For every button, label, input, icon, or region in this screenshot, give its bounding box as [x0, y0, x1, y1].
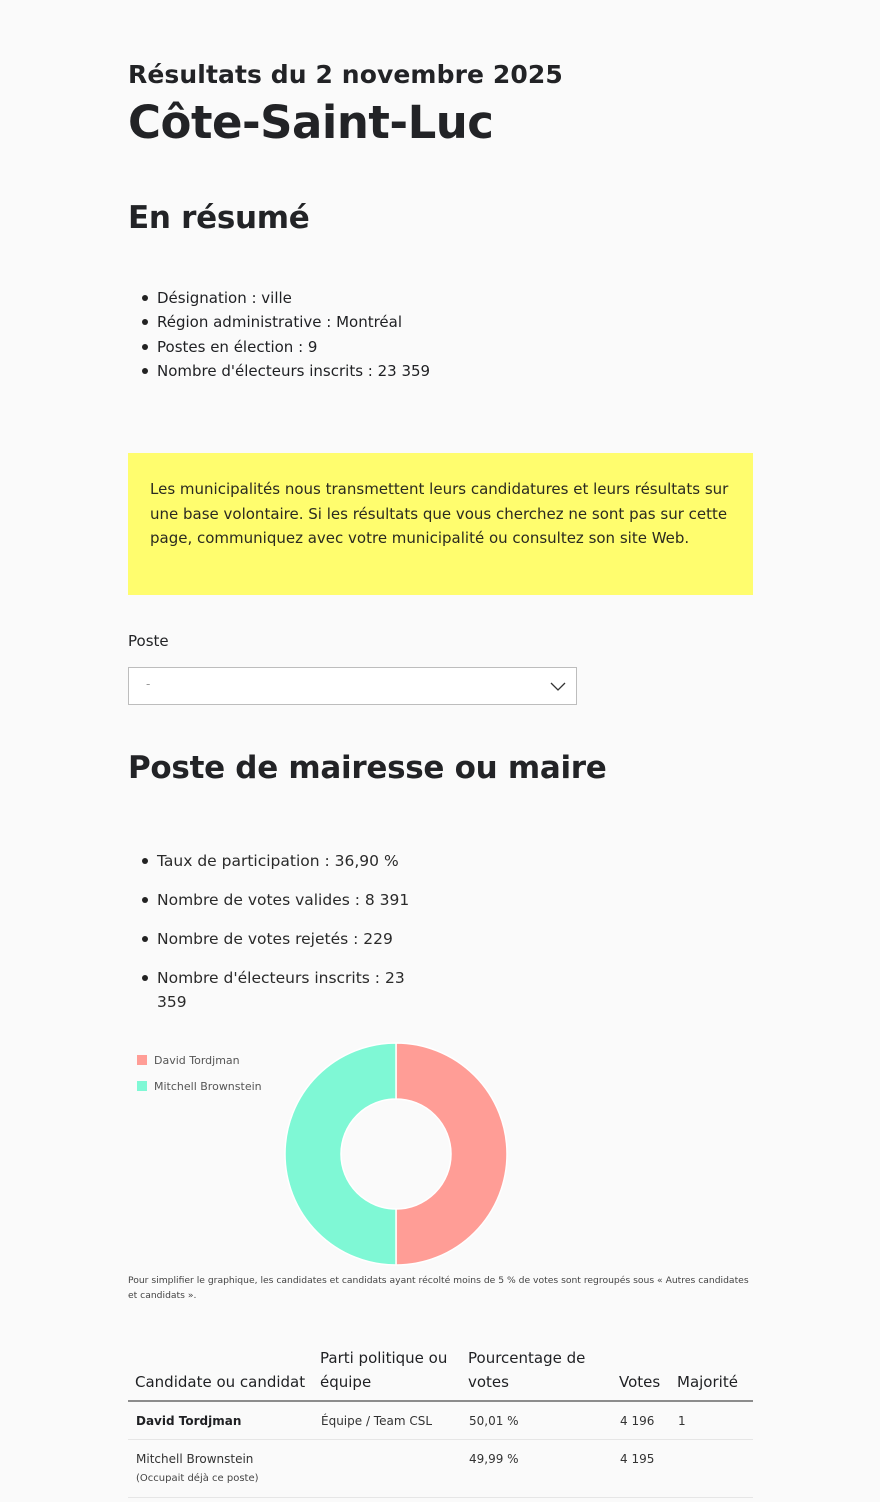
cell-party	[313, 1440, 461, 1498]
summary-heading: En résumé	[128, 200, 310, 236]
page-subtitle: Résultats du 2 novembre 2025	[128, 60, 563, 89]
results-table	[128, 1340, 753, 1498]
chart-slice-brownstein[interactable]	[285, 1043, 396, 1265]
legend-swatch-icon	[137, 1081, 147, 1091]
header-votes: Votes	[612, 1340, 670, 1401]
stat-rejected-votes: Nombre de votes rejetés : 229	[128, 927, 417, 951]
stat-registered-electors: Nombre d'électeurs inscrits : 23 359	[128, 966, 417, 1014]
mayor-heading: Poste de mairesse ou maire	[128, 750, 607, 786]
header-percent: Pourcentage de votes	[461, 1340, 612, 1401]
doughnut-chart	[284, 1042, 508, 1266]
summary-item-electeurs: Nombre d'électeurs inscrits : 23 359	[128, 359, 430, 383]
chevron-down-icon	[550, 678, 566, 694]
page-title: Côte-Saint-Luc	[128, 96, 494, 149]
poste-select[interactable]	[128, 667, 577, 705]
notice-text: Les municipalités nous transmettent leurs candidatures et leurs résultats sur une base volontaire. Si les résultats que vous cherchez ne sont pas sur cette page, communiquez avec votre municipalité ou consultez son site Web.	[150, 480, 729, 547]
cell-votes: 4 196	[612, 1401, 670, 1440]
legend-label: Mitchell Brownstein	[154, 1079, 262, 1093]
summary-list	[128, 286, 430, 383]
legend-label: David Tordjman	[154, 1053, 240, 1067]
table-row	[128, 1401, 753, 1440]
legend-item-tordjman[interactable]	[137, 1047, 262, 1073]
header-majority: Majorité	[670, 1340, 753, 1401]
candidate-name: Mitchell Brownstein	[136, 1452, 254, 1466]
header-party: Parti politique ou équipe	[313, 1340, 461, 1401]
summary-item-region: Région administrative : Montréal	[128, 310, 430, 334]
mayor-stats-list	[128, 849, 417, 1029]
poste-label: Poste	[128, 632, 169, 650]
table-row	[128, 1440, 753, 1498]
cell-percent: 50,01 %	[461, 1401, 612, 1440]
results-header-row	[128, 1340, 753, 1401]
summary-item-designation: Désignation : ville	[128, 286, 430, 310]
cell-percent: 49,99 %	[461, 1440, 612, 1498]
legend-item-brownstein[interactable]	[137, 1073, 262, 1099]
chart-legend	[137, 1047, 262, 1099]
header-candidate: Candidate ou candidat	[128, 1340, 313, 1401]
cell-candidate	[128, 1440, 313, 1498]
legend-swatch-icon	[137, 1055, 147, 1065]
notice-box	[128, 453, 753, 595]
summary-item-postes: Postes en élection : 9	[128, 335, 430, 359]
cell-votes: 4 195	[612, 1440, 670, 1498]
candidate-name: David Tordjman	[136, 1414, 242, 1428]
cell-majority	[670, 1440, 753, 1498]
cell-candidate	[128, 1401, 313, 1440]
chart-footnote: Pour simplifier le graphique, les candidates et candidats ayant récolté moins de 5 % de votes sont regroupés sous « Autres candidates et candidats ».	[128, 1275, 749, 1301]
cell-party: Équipe / Team CSL	[313, 1401, 461, 1440]
poste-select-value: -	[146, 677, 151, 691]
candidate-note: (Occupait déjà ce poste)	[136, 1473, 259, 1484]
chart-slice-tordjman[interactable]	[396, 1043, 507, 1265]
stat-valid-votes: Nombre de votes valides : 8 391	[128, 888, 417, 912]
stat-participation: Taux de participation : 36,90 %	[128, 849, 417, 873]
cell-majority: 1	[670, 1401, 753, 1440]
